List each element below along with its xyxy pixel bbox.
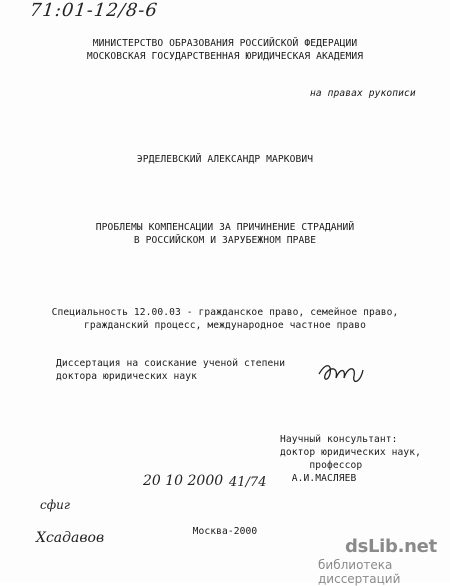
handwritten-date: 20 10 2000 [143, 473, 224, 489]
dissertation-title: ПРОБЛЕМЫ КОМПЕНСАЦИИ ЗА ПРИЧИНЕНИЕ СТРАДАНИЙ В РОССИЙСКОМ И ЗАРУБЕЖНОМ ПРАВЕ [95, 222, 355, 246]
handwritten-note-1: сфиг [40, 498, 70, 512]
handwritten-note-2: Хсадавов [36, 530, 105, 546]
specialty-line: Специальность 12.00.03 - гражданское право, семейное право, гражданский процесс, международное частное право [51, 307, 399, 331]
degree-statement: Диссертация на соискание ученой степени доктора юридических наук [56, 358, 286, 382]
watermark-subtitle: библиотека диссертаций [318, 558, 401, 586]
ministry-header: МИНИСТЕРСТВО ОБРАЗОВАНИЯ РОССИЙСКОЙ ФЕДЕРАЦИИ МОСКОВСКАЯ ГОСУДАРСТВЕННАЯ ЮРИДИЧЕСКАЯ АКАДЕМИЯ [86, 38, 364, 62]
watermark-logo: dsLib.net [345, 536, 437, 557]
handwritten-accession: 41/74 [229, 475, 267, 490]
rights-note: на правах рукописи [310, 88, 416, 99]
archive-code-handwritten: 71:01-12/8-6 [28, 0, 160, 21]
author-name: ЭРДЕЛЕВСКИЙ АЛЕКСАНДР МАРКОВИЧ [136, 154, 314, 165]
signature-mark [316, 358, 366, 388]
city-year: Москва-2000 [192, 526, 258, 537]
scientific-advisor: Научный консультант: доктор юридических наук, профессор А.И.МАСЛЯЕВ [280, 434, 422, 484]
